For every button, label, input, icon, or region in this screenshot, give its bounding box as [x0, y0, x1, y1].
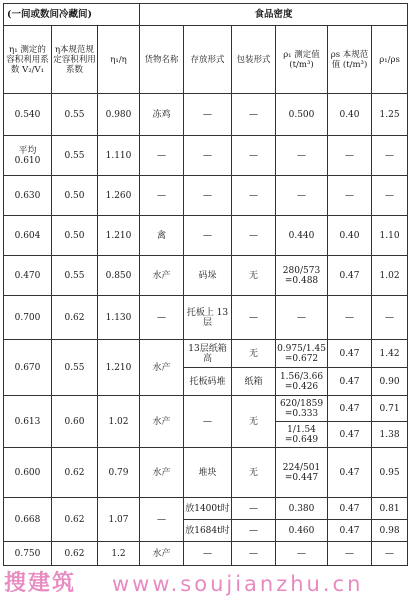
- cell-rho-ratio: 0.81: [372, 498, 408, 520]
- cell-ratio: 0.850: [98, 256, 140, 296]
- cell-package: 无: [232, 448, 276, 498]
- cell-rho-ratio: 0.98: [372, 520, 408, 542]
- cell-storage: 码垛: [184, 256, 232, 296]
- cell-rho1: —: [276, 176, 328, 216]
- table-row: [4, 136, 408, 176]
- cell-storage: —: [184, 396, 232, 448]
- cell-ratio: 0.79: [98, 448, 140, 498]
- cell-rho1: 0.975/1.45 =0.672: [276, 340, 328, 368]
- cell-storage: —: [184, 136, 232, 176]
- cell-rhos: 0.47: [328, 396, 372, 422]
- cell-eta1: 0.613: [4, 396, 52, 448]
- cell-rho-ratio: 0.95: [372, 448, 408, 498]
- cell-ratio: 1.2: [98, 542, 140, 566]
- cell-ratio: 1.210: [98, 216, 140, 256]
- cell-eta1: 0.630: [4, 176, 52, 216]
- cell-rho1: 1/1.54 =0.649: [276, 422, 328, 448]
- column-header-row: [4, 26, 408, 94]
- cell-storage: 托板上 13层: [184, 296, 232, 340]
- cell-rho1: 620/1859 =0.333: [276, 396, 328, 422]
- cell-eta1: 0.668: [4, 498, 52, 542]
- cell-rho-ratio: 1.25: [372, 94, 408, 136]
- header-measured-volume-coefficient: η₁ 测定的容积利用系数 V₂/V₁: [4, 26, 52, 94]
- cell-storage: —: [184, 94, 232, 136]
- cell-rho1: 280/573 =0.488: [276, 256, 328, 296]
- cell-storage: —: [184, 216, 232, 256]
- cell-storage: —: [184, 542, 232, 566]
- cell-goods: 水产: [140, 256, 184, 296]
- cell-rhos: 0.47: [328, 422, 372, 448]
- section-left-title: (一间或数间冷藏间): [4, 4, 140, 26]
- cell-rho-ratio: 1.38: [372, 422, 408, 448]
- cell-rho1: —: [276, 542, 328, 566]
- cell-eta: 0.62: [52, 296, 98, 340]
- cell-rho-ratio: 1.02: [372, 256, 408, 296]
- cell-rho-ratio: 0.71: [372, 396, 408, 422]
- cell-rho1: 0.380: [276, 498, 328, 520]
- watermark-brand: 搜建筑: [4, 571, 77, 596]
- cell-rho1: 224/501 =0.447: [276, 448, 328, 498]
- cell-eta1: 0.700: [4, 296, 52, 340]
- cell-eta1: 0.470: [4, 256, 52, 296]
- cell-eta: 0.55: [52, 256, 98, 296]
- table-row: [4, 396, 408, 422]
- cell-rho-ratio: —: [372, 296, 408, 340]
- cell-rhos: 0.40: [328, 94, 372, 136]
- cell-ratio: 1.02: [98, 396, 140, 448]
- section-right-title: 食品密度: [140, 4, 408, 26]
- cell-rho1: 0.440: [276, 216, 328, 256]
- cell-package: —: [232, 542, 276, 566]
- cell-eta1: 0.750: [4, 542, 52, 566]
- cell-rhos: 0.47: [328, 448, 372, 498]
- cell-rho-ratio: —: [372, 176, 408, 216]
- cell-ratio: 1.210: [98, 340, 140, 396]
- cold-storage-density-table: [3, 3, 408, 566]
- cell-rho-ratio: 1.10: [372, 216, 408, 256]
- cell-goods: —: [140, 296, 184, 340]
- cell-rhos: 0.40: [328, 216, 372, 256]
- cell-goods: 水产: [140, 542, 184, 566]
- cell-eta1: 平均 0.610: [4, 136, 52, 176]
- cell-eta: 0.55: [52, 136, 98, 176]
- header-package-form: 包装形式: [232, 26, 276, 94]
- watermark-url: www.soujianzhu.cn: [112, 572, 364, 596]
- cell-eta: 0.55: [52, 94, 98, 136]
- cell-storage: 13层纸箱高: [184, 340, 232, 368]
- cell-eta1: 0.540: [4, 94, 52, 136]
- cell-ratio: 1.260: [98, 176, 140, 216]
- table-row: [4, 542, 408, 566]
- cell-package: —: [232, 296, 276, 340]
- cell-storage: 堆块: [184, 448, 232, 498]
- table-row: [4, 340, 408, 368]
- cell-goods: 禽: [140, 216, 184, 256]
- cell-eta: 0.55: [52, 340, 98, 396]
- cell-storage: 放1684t时: [184, 520, 232, 542]
- cell-eta1: 0.600: [4, 448, 52, 498]
- cell-rho1: —: [276, 296, 328, 340]
- section-header-row: [4, 4, 408, 26]
- cell-ratio: 0.980: [98, 94, 140, 136]
- cell-goods: 水产: [140, 340, 184, 396]
- cell-rhos: 0.47: [328, 498, 372, 520]
- cell-ratio: 1.07: [98, 498, 140, 542]
- table-row: [4, 94, 408, 136]
- cell-rho1: 0.500: [276, 94, 328, 136]
- cell-goods: —: [140, 498, 184, 542]
- cell-package: 无: [232, 340, 276, 368]
- cell-rho-ratio: 1.42: [372, 340, 408, 368]
- cell-ratio: 1.110: [98, 136, 140, 176]
- cell-rhos: —: [328, 542, 372, 566]
- cell-package: —: [232, 136, 276, 176]
- cell-rho1: —: [276, 136, 328, 176]
- cell-rho-ratio: —: [372, 542, 408, 566]
- cell-rho1: 1.56/3.66 =0.426: [276, 368, 328, 396]
- cell-package: 无: [232, 256, 276, 296]
- cell-package: —: [232, 498, 276, 520]
- cell-package: 纸箱: [232, 368, 276, 396]
- cell-storage: —: [184, 176, 232, 216]
- cell-goods: 水产: [140, 396, 184, 448]
- cell-eta: 0.62: [52, 498, 98, 542]
- header-spec-volume-coefficient: η本规范规定容积利用系数: [52, 26, 98, 94]
- cell-eta1: 0.604: [4, 216, 52, 256]
- cell-package: —: [232, 216, 276, 256]
- cell-storage: 放1400t时: [184, 498, 232, 520]
- header-measured-density: ρ₁ 测定值 (t/m³): [276, 26, 328, 94]
- watermark: [0, 568, 409, 600]
- cell-package: —: [232, 520, 276, 542]
- table-row: [4, 176, 408, 216]
- header-goods-name: 货物名称: [140, 26, 184, 94]
- cell-eta: 0.50: [52, 176, 98, 216]
- cell-eta: 0.50: [52, 216, 98, 256]
- cell-eta: 0.62: [52, 448, 98, 498]
- table-row: [4, 296, 408, 340]
- cell-rhos: —: [328, 296, 372, 340]
- table-row: [4, 448, 408, 498]
- cell-rhos: 0.47: [328, 340, 372, 368]
- cell-rho-ratio: 0.90: [372, 368, 408, 396]
- cell-goods: —: [140, 176, 184, 216]
- cell-goods: 冻鸡: [140, 94, 184, 136]
- cell-package: —: [232, 176, 276, 216]
- cell-rhos: 0.47: [328, 256, 372, 296]
- table-row: [4, 498, 408, 520]
- cell-eta: 0.62: [52, 542, 98, 566]
- cell-storage: 托板码堆: [184, 368, 232, 396]
- header-coefficient-ratio: η₁/η: [98, 26, 140, 94]
- table-row: [4, 256, 408, 296]
- cell-package: 无: [232, 396, 276, 448]
- header-density-ratio: ρ₁/ρs: [372, 26, 408, 94]
- header-storage-form: 存放形式: [184, 26, 232, 94]
- cell-goods: —: [140, 136, 184, 176]
- cell-rhos: 0.47: [328, 368, 372, 396]
- cell-eta: 0.60: [52, 396, 98, 448]
- cell-rhos: 0.47: [328, 520, 372, 542]
- cell-eta1: 0.670: [4, 340, 52, 396]
- header-spec-density: ρs 本规范值 (t/m³): [328, 26, 372, 94]
- cell-rho1: 0.460: [276, 520, 328, 542]
- cell-rhos: —: [328, 136, 372, 176]
- cell-ratio: 1.130: [98, 296, 140, 340]
- table-row: [4, 216, 408, 256]
- cell-goods: 水产: [140, 448, 184, 498]
- cell-package: —: [232, 94, 276, 136]
- cell-rho-ratio: —: [372, 136, 408, 176]
- cell-rhos: —: [328, 176, 372, 216]
